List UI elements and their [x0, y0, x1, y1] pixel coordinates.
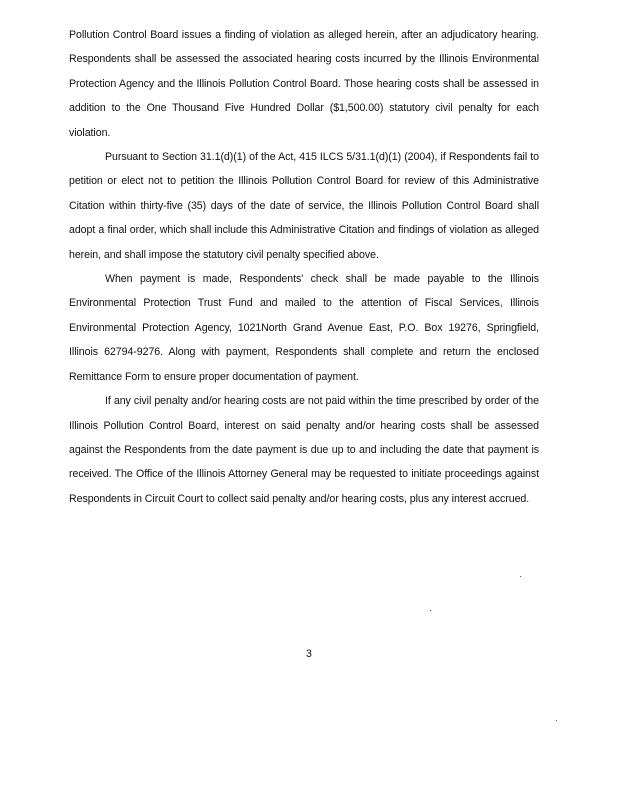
paragraph-final-order: Pursuant to Section 31.1(d)(1) of the Act, 415 ILCS 5/31.1(d)(1) (2004), if Respondents fail to petition or elect not to petition the Illinois Pollution Control Board for review of this Administrative Citation within thirty-five (35) days of the date of service, the Illinois Pollution Control Board shall adopt a final order, which shall include this Administrative Citation and findings of violation as alleged herein, and shall impose the statutory civil penalty specified above.	[69, 151, 539, 261]
scan-speck	[520, 576, 521, 577]
scan-speck	[556, 720, 557, 721]
document-body	[69, 23, 539, 511]
paragraph-hearing-costs: Pollution Control Board issues a finding of violation as alleged herein, after an adjudicatory hearing. Respondents shall be assessed the associated hearing costs incurred by the Illinois Environmental Protection Agency and the Illinois Pollution Control Board. Those hearing costs shall be assessed in addition to the One Thousand Five Hundred Dollar ($1,500.00) statutory civil penalty for each violation.	[69, 29, 539, 139]
paragraph-interest: If any civil penalty and/or hearing costs are not paid within the time prescribed by order of the Illinois Pollution Control Board, interest on said penalty and/or hearing costs shall be assessed against the Respondents from the date payment is due up to and including the date that payment is received. The Office of the Illinois Attorney General may be requested to initiate proceedings against Respondents in Circuit Court to collect said penalty and/or hearing costs, plus any interest accrued.	[69, 395, 539, 505]
page-number: 3	[306, 648, 312, 660]
paragraph-payment-instructions: When payment is made, Respondents' check shall be made payable to the Illinois Environmental Protection Trust Fund and mailed to the attention of Fiscal Services, Illinois Environmental Protection Agency, 1021North Grand Avenue East, P.O. Box 19276, Springfield, Illinois 62794-9276. Along with payment, Respondents shall complete and return the enclosed Remittance Form to ensure proper documentation of payment.	[69, 273, 539, 383]
scan-speck	[430, 610, 431, 611]
